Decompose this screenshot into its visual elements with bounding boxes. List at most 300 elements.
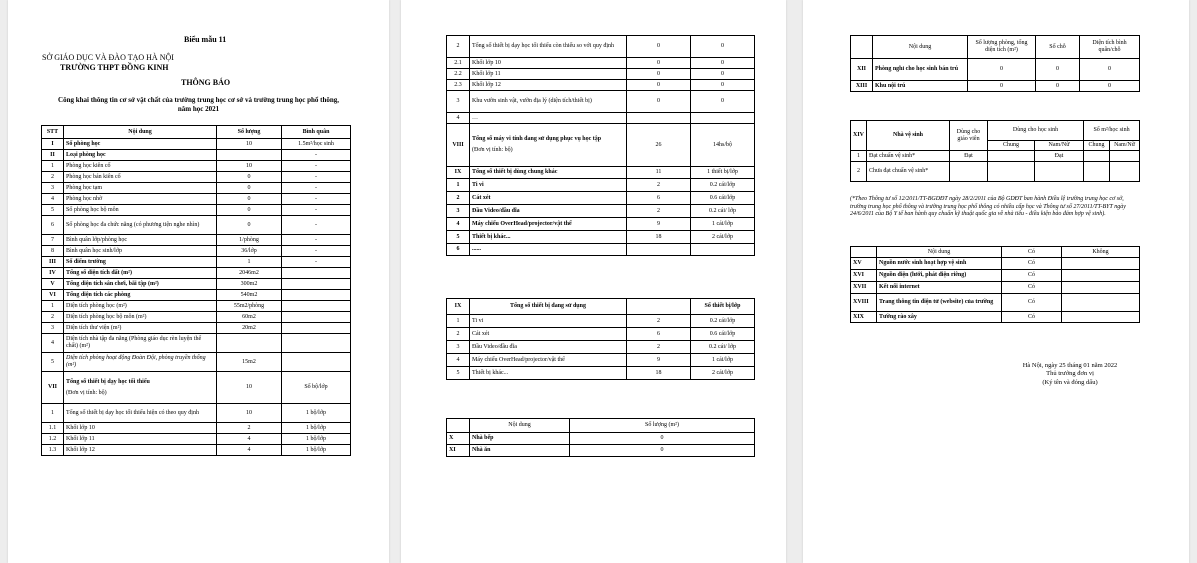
row-number: 3 bbox=[42, 323, 64, 334]
row-number: III bbox=[42, 257, 64, 268]
row-content: Diện tích phòng hoạt động Đoàn Đội, phòng truyền thống (m²) bbox=[64, 353, 217, 372]
header-per-class: Số thiết bị/lớp bbox=[691, 299, 755, 315]
row-value: 2 bbox=[627, 205, 691, 218]
row-value bbox=[1110, 151, 1140, 162]
row-value: 0.6 cái/lớp bbox=[691, 328, 755, 341]
row-number: XII bbox=[851, 59, 873, 81]
row-number: 2 bbox=[42, 172, 64, 183]
row-value: 1 cái/lớp bbox=[691, 218, 755, 231]
row-value: 10 bbox=[217, 404, 282, 423]
table-row bbox=[447, 218, 755, 231]
table-row bbox=[42, 445, 351, 456]
row-value bbox=[988, 151, 1035, 162]
row-value: 1 thiết bị/lớp bbox=[691, 167, 755, 179]
row-content: Diện tích phòng học bộ môn (m²) bbox=[64, 312, 217, 323]
row-content: Bình quân lớp/phòng học bbox=[64, 235, 217, 246]
table-row bbox=[851, 282, 1140, 294]
row-number: 1 bbox=[447, 179, 470, 192]
table-row bbox=[447, 354, 755, 367]
table-row bbox=[447, 58, 755, 69]
row-value: 1.5m²/học sinh bbox=[282, 139, 351, 150]
row-value: 0 bbox=[217, 205, 282, 216]
row-value: - bbox=[282, 246, 351, 257]
table-row bbox=[447, 113, 755, 124]
header-quantity: Số lượng bbox=[217, 126, 282, 139]
row-value: 0 bbox=[627, 80, 691, 91]
row-value bbox=[1062, 258, 1140, 270]
row-number: XVIII bbox=[851, 294, 877, 312]
row-number: XVII bbox=[851, 282, 877, 294]
row-value: 4 bbox=[217, 434, 282, 445]
row-value bbox=[988, 162, 1035, 182]
row-content: Máy chiếu OverHead/projector/vật thể bbox=[470, 354, 627, 367]
table-row bbox=[447, 244, 755, 256]
header-rooms-area: Số lượng phòng, tổng diện tích (m²) bbox=[968, 36, 1036, 59]
row-number: II bbox=[42, 150, 64, 161]
row-number: IV bbox=[42, 268, 64, 279]
table-row bbox=[42, 301, 351, 312]
table-row bbox=[447, 328, 755, 341]
header-seats: Số chỗ bbox=[1036, 36, 1080, 59]
row-number: V bbox=[42, 279, 64, 290]
table-row bbox=[851, 59, 1140, 81]
row-number: 5 bbox=[447, 367, 470, 380]
table-row bbox=[42, 268, 351, 279]
row-content: Khối lớp 12 bbox=[64, 445, 217, 456]
row-value bbox=[282, 279, 351, 290]
row-value bbox=[1110, 162, 1140, 182]
row-content: Loại phòng học bbox=[64, 150, 217, 161]
table-row bbox=[447, 179, 755, 192]
row-value: 2 bbox=[627, 179, 691, 192]
row-value: 2 bbox=[627, 315, 691, 328]
table-row bbox=[42, 194, 351, 205]
header-content: Nội dung bbox=[64, 126, 217, 139]
table-row bbox=[447, 367, 755, 380]
row-value: 10 bbox=[217, 161, 282, 172]
row-content: Kết nối internet bbox=[877, 282, 1002, 294]
row-content: Tổng số thiết bị dạy học tối thiểu (Đơn vị tính: bộ) bbox=[64, 372, 217, 404]
row-value: 2 bbox=[627, 341, 691, 354]
row-value: 0.2 cái/ lớp bbox=[691, 205, 755, 218]
sub-header-male-female: Nam/Nữ bbox=[1035, 141, 1084, 151]
row-content: Phòng học nhờ bbox=[64, 194, 217, 205]
table-row bbox=[447, 124, 755, 167]
header-blank bbox=[447, 419, 470, 433]
row-number: XIX bbox=[851, 312, 877, 323]
row-value: Đạt bbox=[950, 151, 988, 162]
row-number: 8 bbox=[42, 246, 64, 257]
row-value: 0 bbox=[691, 58, 755, 69]
table-row bbox=[42, 161, 351, 172]
row-value: 0 bbox=[217, 194, 282, 205]
row-number: VII bbox=[42, 372, 64, 404]
row-value bbox=[282, 290, 351, 301]
department-name: SỞ GIÁO DỤC VÀ ĐÀO TẠO HÀ NỘI bbox=[42, 53, 174, 62]
row-value bbox=[282, 301, 351, 312]
row-content: Máy chiếu OverHead/projector/vật thể bbox=[470, 218, 627, 231]
row-content: Chưa đạt chuẩn vệ sinh* bbox=[867, 162, 950, 182]
table-row bbox=[447, 315, 755, 328]
row-number: XV bbox=[851, 258, 877, 270]
header-blank bbox=[627, 299, 691, 315]
row-value bbox=[217, 150, 282, 161]
row-value bbox=[282, 323, 351, 334]
row-value: 2 bbox=[217, 423, 282, 434]
row-content: Bình quân học sinh/lớp bbox=[64, 246, 217, 257]
row-content: Tổng số diện tích đất (m²) bbox=[64, 268, 217, 279]
header-avg-area: Diện tích bình quân/chỗ bbox=[1080, 36, 1140, 59]
row-number: 1 bbox=[42, 301, 64, 312]
row-value: 0 bbox=[968, 81, 1036, 92]
row-number: 6 bbox=[42, 216, 64, 235]
row-value: 0.2 cái/lớp bbox=[691, 179, 755, 192]
row-number: 1 bbox=[447, 315, 470, 328]
row-number: 2.2 bbox=[447, 69, 470, 80]
row-value: 4 bbox=[217, 445, 282, 456]
row-content: Cát xét bbox=[470, 328, 627, 341]
row-content: Khối lớp 11 bbox=[64, 434, 217, 445]
row-number: X bbox=[447, 433, 470, 445]
row-number: 1.2 bbox=[42, 434, 64, 445]
row-number: XI bbox=[447, 445, 470, 457]
kitchen-dining-table bbox=[446, 418, 755, 457]
row-number: I bbox=[42, 139, 64, 150]
row-content: Tổng số thiết bị dùng chung khác bbox=[470, 167, 627, 179]
table-row bbox=[42, 423, 351, 434]
row-value: 2 cái/lớp bbox=[691, 231, 755, 244]
row-number: 2 bbox=[851, 162, 867, 182]
row-value bbox=[1062, 294, 1140, 312]
row-value: 0 bbox=[1080, 59, 1140, 81]
row-value bbox=[1084, 151, 1110, 162]
row-number: 5 bbox=[42, 205, 64, 216]
row-number: VIII bbox=[447, 124, 470, 167]
row-number: 3 bbox=[447, 341, 470, 354]
row-value: 20m2 bbox=[217, 323, 282, 334]
table-row bbox=[42, 183, 351, 194]
row-value: 0 bbox=[570, 445, 755, 457]
table-row bbox=[42, 334, 351, 353]
row-value bbox=[282, 334, 351, 353]
row-content: Ti vi bbox=[470, 315, 627, 328]
row-value: 11 bbox=[627, 167, 691, 179]
row-number: 5 bbox=[447, 231, 470, 244]
row-number: 2.1 bbox=[447, 58, 470, 69]
row-number: 2 bbox=[447, 328, 470, 341]
row-value: 60m2 bbox=[217, 312, 282, 323]
header-no: Không bbox=[1062, 247, 1140, 258]
header-content: Nội dung bbox=[877, 247, 1002, 258]
row-value: 1 bộ/lớp bbox=[282, 434, 351, 445]
row-content: Phòng học kiên cố bbox=[64, 161, 217, 172]
row-content: Trang thông tin điện tử (website) của trường bbox=[877, 294, 1002, 312]
row-content: Nhà ăn bbox=[470, 445, 570, 457]
row-value: 0 bbox=[691, 36, 755, 58]
row-number: 3 bbox=[42, 183, 64, 194]
row-value: 1 bộ/lớp bbox=[282, 423, 351, 434]
table-row bbox=[447, 91, 755, 113]
row-content: Diện tích thư viện (m²) bbox=[64, 323, 217, 334]
table-row bbox=[851, 151, 1140, 162]
row-value: 0 bbox=[627, 36, 691, 58]
row-content: Tổng số thiết bị dạy học tối thiểu còn thiếu so với quy định bbox=[470, 36, 627, 58]
table-row bbox=[851, 294, 1140, 312]
header-m2-per-student: Số m²/học sinh bbox=[1084, 121, 1140, 141]
table-row bbox=[447, 80, 755, 91]
table-row bbox=[42, 434, 351, 445]
row-number: 2 bbox=[447, 36, 470, 58]
row-value: 0 bbox=[691, 80, 755, 91]
row-value: 0.2 cái/ lớp bbox=[691, 341, 755, 354]
row-content: Thiết bị khác... bbox=[470, 367, 627, 380]
row-value: 18 bbox=[627, 231, 691, 244]
row-value: 36/lớp bbox=[217, 246, 282, 257]
equipment-table bbox=[446, 35, 755, 256]
row-value: 2 cái/lớp bbox=[691, 367, 755, 380]
row-value: 10 bbox=[217, 139, 282, 150]
row-value bbox=[691, 244, 755, 256]
row-value: 1 bbox=[217, 257, 282, 268]
table-row bbox=[42, 279, 351, 290]
row-value: 1 bộ/lớp bbox=[282, 445, 351, 456]
header-area: Số lượng (m²) bbox=[570, 419, 755, 433]
row-value bbox=[1062, 270, 1140, 282]
row-value: - bbox=[282, 183, 351, 194]
row-content: Ti vi bbox=[470, 179, 627, 192]
row-content: ...... bbox=[470, 244, 627, 256]
row-value: 0 bbox=[1080, 81, 1140, 92]
row-number: 2 bbox=[42, 312, 64, 323]
table-row bbox=[851, 312, 1140, 323]
row-number: 4 bbox=[447, 113, 470, 124]
row-value bbox=[950, 162, 988, 182]
notice-subtitle-2: năm học 2021 bbox=[177, 105, 220, 113]
table-row bbox=[42, 290, 351, 301]
row-content: Tường rào xây bbox=[877, 312, 1002, 323]
table-row bbox=[851, 162, 1140, 182]
row-value: 0 bbox=[627, 69, 691, 80]
table-row bbox=[851, 81, 1140, 92]
row-content: Cát xét bbox=[470, 192, 627, 205]
table-row bbox=[447, 167, 755, 179]
row-value: 26 bbox=[627, 124, 691, 167]
row-value: 0.2 cái/lớp bbox=[691, 315, 755, 328]
notice-subtitle-1: Công khai thông tin cơ sở vật chất của trường trung học cơ sở và trường trung học phổ thông, bbox=[58, 96, 339, 104]
row-value: 300m2 bbox=[217, 279, 282, 290]
table-row bbox=[42, 312, 351, 323]
row-value: Có bbox=[1002, 294, 1062, 312]
row-value: 0 bbox=[968, 59, 1036, 81]
table-row bbox=[447, 69, 755, 80]
row-content: Số phòng học bộ môn bbox=[64, 205, 217, 216]
row-value: 6 bbox=[627, 192, 691, 205]
row-content: Nguồn nước sinh hoạt hợp vệ sinh bbox=[877, 258, 1002, 270]
row-number: 4 bbox=[42, 334, 64, 353]
row-value: - bbox=[282, 194, 351, 205]
row-content: Khối lớp 11 bbox=[470, 69, 627, 80]
signer-note: (Ký tên và đóng dấu) bbox=[1042, 378, 1098, 386]
notice-title: THÔNG BÁO bbox=[181, 78, 231, 87]
sub-header-male-female: Nam/Nữ bbox=[1110, 141, 1140, 151]
toilet-table bbox=[850, 120, 1140, 182]
row-content: Phòng học tạm bbox=[64, 183, 217, 194]
row-content: Khu nội trú bbox=[873, 81, 968, 92]
row-content: Diện tích phòng học (m²) bbox=[64, 301, 217, 312]
table-row bbox=[447, 341, 755, 354]
header-content: Nội dung bbox=[470, 419, 570, 433]
row-number: 4 bbox=[42, 194, 64, 205]
row-content: Khối lớp 10 bbox=[470, 58, 627, 69]
boarding-table bbox=[850, 35, 1140, 92]
row-content: Nguồn điện (lưới, phát điện riêng) bbox=[877, 270, 1002, 282]
row-value: Có bbox=[1002, 282, 1062, 294]
document-page-2 bbox=[401, 0, 786, 563]
row-content: Thiết bị khác... bbox=[470, 231, 627, 244]
row-number: 1.3 bbox=[42, 445, 64, 456]
row-value: - bbox=[282, 161, 351, 172]
table-row bbox=[447, 445, 755, 457]
table-row bbox=[42, 150, 351, 161]
row-value: 0.6 cái/lớp bbox=[691, 192, 755, 205]
row-number: 4 bbox=[447, 218, 470, 231]
row-number: 1 bbox=[42, 404, 64, 423]
header-blank bbox=[851, 36, 873, 59]
table-row bbox=[42, 139, 351, 150]
toilet-section-title: Nhà vệ sinh bbox=[867, 121, 950, 151]
table-row bbox=[42, 353, 351, 372]
row-value: 9 bbox=[627, 218, 691, 231]
header-for-teachers: Dùng cho giáo viên bbox=[950, 121, 988, 151]
row-content: Số phòng học bbox=[64, 139, 217, 150]
row-value: 9 bbox=[627, 354, 691, 367]
row-content: Đầu Video/đầu đĩa bbox=[470, 341, 627, 354]
table-row bbox=[42, 216, 351, 235]
row-content: Phòng học bán kiên cố bbox=[64, 172, 217, 183]
row-value bbox=[1035, 162, 1084, 182]
form-number: Biểu mẫu 11 bbox=[184, 35, 227, 44]
row-value: 6 bbox=[627, 328, 691, 341]
row-value bbox=[1084, 162, 1110, 182]
row-value: 55m2/phòng bbox=[217, 301, 282, 312]
row-number: 1 bbox=[851, 151, 867, 162]
table-row bbox=[447, 36, 755, 58]
table-row bbox=[42, 246, 351, 257]
row-number: 3 bbox=[447, 91, 470, 113]
header-average: Bình quân bbox=[282, 126, 351, 139]
row-value bbox=[1062, 282, 1140, 294]
document-page-3 bbox=[803, 0, 1189, 563]
row-value: 0 bbox=[691, 91, 755, 113]
row-number: XIII bbox=[851, 81, 873, 92]
sub-header-shared: Chung bbox=[1084, 141, 1110, 151]
row-value: Có bbox=[1002, 258, 1062, 270]
row-value: 1 bộ/lớp bbox=[282, 404, 351, 423]
equipment-in-use-table bbox=[446, 298, 755, 380]
row-value: 0 bbox=[217, 183, 282, 194]
row-number: 1 bbox=[42, 161, 64, 172]
row-value bbox=[282, 268, 351, 279]
header-content: Nội dung bbox=[873, 36, 968, 59]
school-name: TRƯỜNG THPT ĐỒNG KINH bbox=[60, 63, 169, 72]
sub-header-shared: Chung bbox=[988, 141, 1035, 151]
header-stt: STT bbox=[42, 126, 64, 139]
row-value: 0 bbox=[627, 58, 691, 69]
row-number: 1.1 bbox=[42, 423, 64, 434]
row-content: Tổng số máy vi tính đang sử dụng phục vụ học tập (Đơn vị tính: bộ) bbox=[470, 124, 627, 167]
table-row bbox=[42, 372, 351, 404]
row-value: - bbox=[282, 216, 351, 235]
row-value: 1/phòng bbox=[217, 235, 282, 246]
row-content: Số điểm trường bbox=[64, 257, 217, 268]
row-value: 0 bbox=[1036, 59, 1080, 81]
row-value: 0 bbox=[217, 172, 282, 183]
row-value: 18 bbox=[627, 367, 691, 380]
row-value: - bbox=[282, 150, 351, 161]
row-number: 2 bbox=[447, 192, 470, 205]
row-value bbox=[691, 113, 755, 124]
row-content: Đạt chuẩn vệ sinh* bbox=[867, 151, 950, 162]
header-equipment-in-use: Tổng số thiết bị đang sử dụng bbox=[470, 299, 627, 315]
row-content: Nhà bếp bbox=[470, 433, 570, 445]
toilet-section-number: XIV bbox=[851, 121, 867, 151]
row-number: 6 bbox=[447, 244, 470, 256]
header-blank bbox=[851, 247, 877, 258]
row-value: Số bộ/lớp bbox=[282, 372, 351, 404]
header-for-students: Dùng cho học sinh bbox=[988, 121, 1084, 141]
row-value bbox=[627, 244, 691, 256]
footnote: (*Theo Thông tư số 12/2011/TT-BGDĐT ngày 28/2/2011 của Bộ GDĐT ban hành Điều lệ trường trung học cơ sở, trường trung học phổ thông và trường trung học phổ thông có nhiều cấp học và Thông tư số 27/2011/TT-BYT ngày 24/6/2011 của Bộ Y tế ban hành quy chuẩn kỹ thuật quốc gia về nhà tiêu - điều kiện bảo đảm hợp vệ sinh). bbox=[850, 196, 1126, 217]
row-value: 0 bbox=[627, 91, 691, 113]
row-value: 540m2 bbox=[217, 290, 282, 301]
row-number: XVI bbox=[851, 270, 877, 282]
row-value: - bbox=[282, 257, 351, 268]
table-row bbox=[447, 205, 755, 218]
row-value: 14hs/bộ bbox=[691, 124, 755, 167]
document-page-1 bbox=[8, 0, 389, 563]
table-row bbox=[447, 231, 755, 244]
table-row bbox=[42, 323, 351, 334]
row-value bbox=[282, 353, 351, 372]
row-value bbox=[1062, 312, 1140, 323]
row-number: IX bbox=[447, 167, 470, 179]
row-value: 0 bbox=[570, 433, 755, 445]
row-number: 5 bbox=[42, 353, 64, 372]
date-line: Hà Nội, ngày 25 tháng 01 năm 2022 bbox=[1022, 362, 1118, 369]
row-number: 4 bbox=[447, 354, 470, 367]
row-value bbox=[217, 334, 282, 353]
signature-block bbox=[990, 362, 1150, 387]
table-row bbox=[447, 433, 755, 445]
row-content: Khu vườn sinh vật, vườn địa lý (diện tích/thiết bị) bbox=[470, 91, 627, 113]
facilities-table bbox=[41, 125, 351, 456]
table-row bbox=[42, 404, 351, 423]
row-value: 0 bbox=[1036, 81, 1080, 92]
row-content: Khối lớp 10 bbox=[64, 423, 217, 434]
table-row bbox=[851, 270, 1140, 282]
signer-title: Thủ trưởng đơn vị bbox=[1046, 370, 1094, 378]
row-value: 2046m2 bbox=[217, 268, 282, 279]
row-content: Tổng số thiết bị dạy học tối thiểu hiện có theo quy định bbox=[64, 404, 217, 423]
table-row bbox=[851, 258, 1140, 270]
row-content: Số phòng học đa chức năng (có phương tiện nghe nhìn) bbox=[64, 216, 217, 235]
row-content: Diện tích nhà tập đa năng (Phòng giáo dục rèn luyện thể chất) (m²) bbox=[64, 334, 217, 353]
row-content: Tổng diện tích sân chơi, bãi tập (m²) bbox=[64, 279, 217, 290]
row-content: Tổng diện tích các phòng bbox=[64, 290, 217, 301]
row-value: - bbox=[282, 172, 351, 183]
table-row bbox=[42, 205, 351, 216]
row-content: Phòng nghỉ cho học sinh bán trú bbox=[873, 59, 968, 81]
